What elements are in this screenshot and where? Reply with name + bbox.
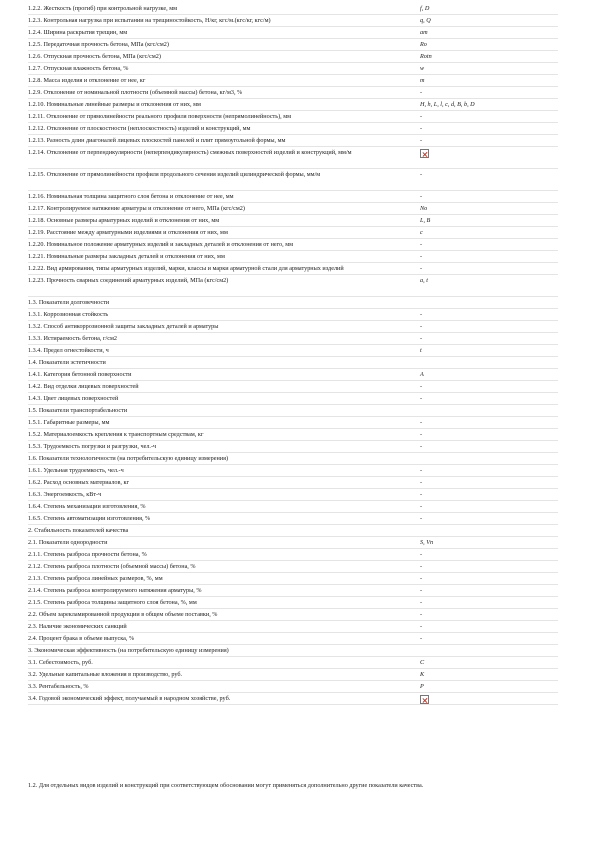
indicator-name: 1.5. Показатели транспортабельности: [28, 407, 128, 414]
table-row: [28, 51, 558, 63]
indicator-symbol: [420, 693, 558, 709]
indicator-name: 1.2.3. Контрольная нагрузка при испытании на трещиностойкость, Н/кг, кгс/м.(кгс/кг, кгс/м): [28, 17, 271, 24]
table-row: [28, 369, 558, 381]
table-row: [28, 405, 558, 417]
indicator-symbol: -: [420, 419, 423, 426]
indicator-symbol: [420, 525, 558, 529]
indicator-name: 1.2.23. Прочность сварных соединений арматурных изделий, МПа (кгс/см2): [28, 277, 229, 284]
indicator-symbol: [420, 357, 558, 361]
quality-indicators-table: [28, 3, 558, 705]
indicator-symbol: -: [420, 623, 423, 630]
indicator-symbol: -: [420, 575, 423, 582]
indicator-name: 1.2.21. Номинальные размеры закладных деталей и отклонения от них, мм: [28, 253, 225, 260]
indicator-symbol: -: [420, 395, 423, 402]
indicator-symbol: -: [420, 611, 423, 618]
table-row: [28, 297, 558, 309]
table-row: [28, 321, 558, 333]
table-row: [28, 537, 558, 549]
indicator-symbol: w: [420, 65, 425, 72]
table-row: [28, 501, 558, 513]
indicator-symbol: Ro: [420, 41, 427, 48]
table-row: [28, 561, 558, 573]
table-row: [28, 75, 558, 87]
indicator-symbol: C: [420, 659, 425, 666]
indicator-name: 1.2.12. Отклонение от плоскостности (неплоскостность) изделий и конструкций, мм: [28, 125, 251, 132]
indicator-symbol: -: [420, 125, 423, 132]
indicator-name: 2.1.1. Степень разброса прочности бетона, %: [28, 551, 147, 558]
indicator-symbol: A: [420, 371, 424, 378]
table-row: [28, 633, 558, 645]
indicator-symbol: -: [420, 241, 423, 248]
indicator-symbol: -: [420, 253, 423, 260]
indicator-name: 1.3.1. Коррозионная стойкость: [28, 311, 109, 318]
indicator-name: 2. Стабильность показателей качества: [28, 527, 129, 534]
indicator-symbol: -: [420, 563, 423, 570]
table-row: [28, 135, 558, 147]
indicator-symbol: No: [420, 205, 428, 212]
table-row: [28, 239, 558, 251]
indicator-symbol: L, B: [420, 217, 431, 224]
table-row: [28, 191, 558, 203]
indicator-name: 2.1. Показатели однородности: [28, 539, 108, 546]
indicator-symbol: -: [420, 503, 423, 510]
indicator-symbol: -: [420, 113, 423, 120]
table-row: [28, 693, 558, 705]
indicator-symbol: -: [420, 335, 423, 342]
indicator-symbol: q, Q: [420, 17, 431, 24]
table-row: [28, 525, 558, 537]
indicator-symbol: -: [420, 467, 423, 474]
table-row: [28, 111, 558, 123]
indicator-symbol: f, D: [420, 5, 430, 12]
broken-image-icon: [420, 149, 429, 158]
table-row: [28, 203, 558, 215]
broken-image-icon: [420, 695, 429, 704]
table-row: [28, 169, 558, 191]
indicator-name: 1.2.7. Отпускная влажность бетона, %: [28, 65, 129, 72]
table-row: [28, 215, 558, 227]
indicator-name: 1.4.3. Цвет лицевых поверхностей: [28, 395, 119, 402]
indicator-symbol: -: [420, 431, 423, 438]
indicator-name: 1.2.14. Отклонение от перпендикулярности (неперпендикулярность) смежных поверхностей изделий и конструкций, мм/м: [28, 149, 352, 156]
table-row: [28, 39, 558, 51]
indicator-name: 1.2.5. Передаточная прочность бетона, МПа (кгс/см2): [28, 41, 169, 48]
indicator-name: 2.1.5. Степень разброса толщины защитного слоя бетона, %, мм: [28, 599, 197, 606]
table-row: [28, 345, 558, 357]
indicator-name: 1.3.4. Предел огнестойкости, ч: [28, 347, 109, 354]
indicator-name: 2.2. Объем зарекламированной продукции в общем объеме поставки, %: [28, 611, 218, 618]
indicator-name: 1.2.18. Основные размеры арматурных изделий и отклонения от них, мм: [28, 217, 220, 224]
indicator-name: 3.2. Удельные капитальные вложения в производство, руб.: [28, 671, 183, 678]
indicator-name: 1.2.15. Отклонение от прямолинейности профиля продольного сечения изделий цилиндрической формы, мм/м: [28, 171, 321, 178]
indicator-name: 1.6.4. Степень механизации изготовления, %: [28, 503, 146, 510]
indicator-symbol: [420, 453, 558, 457]
indicator-symbol: a, t: [420, 277, 428, 284]
indicator-symbol: -: [420, 323, 423, 330]
table-row: [28, 123, 558, 135]
indicator-name: 1.5.2. Материалоемкость крепления к транспортным средствам, кг: [28, 431, 204, 438]
indicator-name: 1.2.10. Номинальные линейные размеры и отклонения от них, мм: [28, 101, 201, 108]
table-row: [28, 513, 558, 525]
indicator-name: 3.1. Себестоимость, руб.: [28, 659, 93, 666]
table-row: [28, 621, 558, 633]
table-row: [28, 597, 558, 609]
indicator-name: 1.3. Показатели долговечности: [28, 299, 110, 306]
indicator-symbol: -: [420, 443, 423, 450]
indicator-name: 3.3. Рентабельность, %: [28, 683, 89, 690]
indicator-name: 1.6. Показатели технологичности (на потребительскую единицу измерения): [28, 455, 229, 462]
indicator-name: 1.2.2. Жесткость (прогиб) при контрольной нагрузке, мм: [28, 5, 178, 12]
indicator-name: 2.3. Наличие экономических санкций: [28, 623, 127, 630]
indicator-name: 2.1.2. Степень разброса плотности (объемной массы) бетона, %: [28, 563, 196, 570]
table-row: [28, 63, 558, 75]
table-row: [28, 669, 558, 681]
table-row: [28, 453, 558, 465]
indicator-symbol: c: [420, 229, 423, 236]
table-row: [28, 429, 558, 441]
indicator-name: 2.4. Процент брака в объеме выпуска, %: [28, 635, 135, 642]
indicator-symbol: -: [420, 635, 423, 642]
table-row: [28, 263, 558, 275]
indicator-name: 1.2.9. Отклонение от номинальной плотности (объемной массы) бетона, кг/м3, %: [28, 89, 243, 96]
table-row: [28, 417, 558, 429]
indicator-name: 1.3.3. Истираемость бетона, г/см2: [28, 335, 117, 342]
indicator-symbol: -: [420, 383, 423, 390]
table-row: [28, 381, 558, 393]
indicator-name: 1.6.2. Расход основных материалов, кг: [28, 479, 130, 486]
table-row: [28, 441, 558, 453]
indicator-symbol: -: [420, 137, 423, 144]
indicator-name: 1.2.4. Ширина раскрытия трещин, мм: [28, 29, 128, 36]
indicator-name: 1.2.6. Отпускная прочность бетона, МПа (кгс/см2): [28, 53, 161, 60]
indicator-symbol: -: [420, 479, 423, 486]
indicator-name: 3. Экономическая эффективность (на потребительскую единицу измерения): [28, 647, 229, 654]
table-row: [28, 585, 558, 597]
table-row: [28, 477, 558, 489]
indicator-name: 1.4.1. Категория бетонной поверхности: [28, 371, 132, 378]
table-row: [28, 251, 558, 263]
table-row: [28, 275, 558, 297]
indicator-symbol: Rotn: [420, 53, 432, 60]
indicator-symbol: t: [420, 347, 422, 354]
indicator-symbol: H, h, L, l, c, d, B, b, D: [420, 101, 475, 108]
indicator-symbol: [420, 147, 558, 163]
indicator-name: 1.5.3. Трудоемкость погрузки и разгрузки, чел.-ч: [28, 443, 157, 450]
indicator-name: 1.2.8. Масса изделия и отклонение от нее, кг: [28, 77, 146, 84]
indicator-name: 1.4.2. Вид отделки лицевых поверхностей: [28, 383, 139, 390]
table-row: [28, 489, 558, 501]
table-row: [28, 309, 558, 321]
indicator-name: 1.6.3. Энергоемкость, кВт-ч: [28, 491, 102, 498]
table-row: [28, 15, 558, 27]
table-row: [28, 87, 558, 99]
indicator-symbol: -: [420, 587, 423, 594]
indicator-name: 2.1.4. Степень разброса контролируемого натяжения арматуры, %: [28, 587, 202, 594]
table-row: [28, 227, 558, 239]
indicator-name: 1.2.22. Вид армирования, типы арматурных изделий, марки, классы и марки арматурной стали для арматурных изделий: [28, 265, 344, 272]
table-row: [28, 573, 558, 585]
indicator-symbol: -: [420, 491, 423, 498]
indicator-name: 1.6.1. Удельная трудоемкость, чел.-ч: [28, 467, 124, 474]
indicator-name: 1.2.13. Разность длин диагоналей лицевых плоскостей панелей и плит прямоугольной формы, мм: [28, 137, 286, 144]
indicator-name: 1.2.16. Номинальная толщина защитного слоя бетона и отклонение от нее, мм: [28, 193, 234, 200]
indicator-symbol: S, Vn: [420, 539, 434, 546]
indicator-name: 1.4. Показатели эстетичности: [28, 359, 106, 366]
table-row: [28, 609, 558, 621]
indicator-symbol: -: [420, 599, 423, 606]
table-row: [28, 333, 558, 345]
indicator-symbol: [420, 297, 558, 301]
indicator-name: 2.1.3. Степень разброса линейных размеров, %, мм: [28, 575, 163, 582]
indicator-name: 3.4. Годовой экономический эффект, получаемый в народном хозяйстве, руб.: [28, 695, 231, 702]
indicator-name: 1.3.2. Способ антикоррозионной защиты закладных деталей и арматуры: [28, 323, 219, 330]
table-row: [28, 549, 558, 561]
indicator-name: 1.2.17. Контролируемое натяжение арматуры и отклонение от него, МПа (кгс/см2): [28, 205, 245, 212]
table-row: [28, 3, 558, 15]
indicator-symbol: am: [420, 29, 428, 36]
table-row: [28, 645, 558, 657]
table-row: [28, 681, 558, 693]
indicator-symbol: K: [420, 671, 425, 678]
indicator-name: 1.2.19. Расстояние между арматурными изделиями и отклонения от них, мм: [28, 229, 228, 236]
indicator-name: 1.6.5. Степень автоматизации изготовления, %: [28, 515, 151, 522]
indicator-symbol: -: [420, 89, 423, 96]
indicator-name: 1.2.11. Отклонение от прямолинейности реального профиля поверхности (непрямолинейность), мм: [28, 113, 292, 120]
table-row: [28, 99, 558, 111]
indicator-symbol: -: [420, 551, 423, 558]
indicator-name: 1.5.1. Габаритные размеры, мм: [28, 419, 110, 426]
table-row: [28, 657, 558, 669]
indicator-name: 1.2.20. Номинальное положение арматурных изделий и закладных деталей и отклонения от него, мм: [28, 241, 294, 248]
indicator-symbol: -: [420, 515, 423, 522]
indicator-symbol: -: [420, 171, 423, 178]
indicator-symbol: P: [420, 683, 424, 690]
indicator-symbol: -: [420, 265, 423, 272]
table-row: [28, 357, 558, 369]
footnote: 1.2. Для отдельных видов изделий и конструкций при соответствующем обосновании могут применяться дополнительно другие показатели качества.: [28, 782, 424, 789]
indicator-symbol: -: [420, 193, 423, 200]
indicator-symbol: [420, 405, 558, 409]
indicator-symbol: m: [420, 77, 425, 84]
table-row: [28, 393, 558, 405]
indicator-symbol: [420, 645, 558, 649]
table-row: [28, 147, 558, 169]
indicator-symbol: -: [420, 311, 423, 318]
table-row: [28, 27, 558, 39]
table-row: [28, 465, 558, 477]
